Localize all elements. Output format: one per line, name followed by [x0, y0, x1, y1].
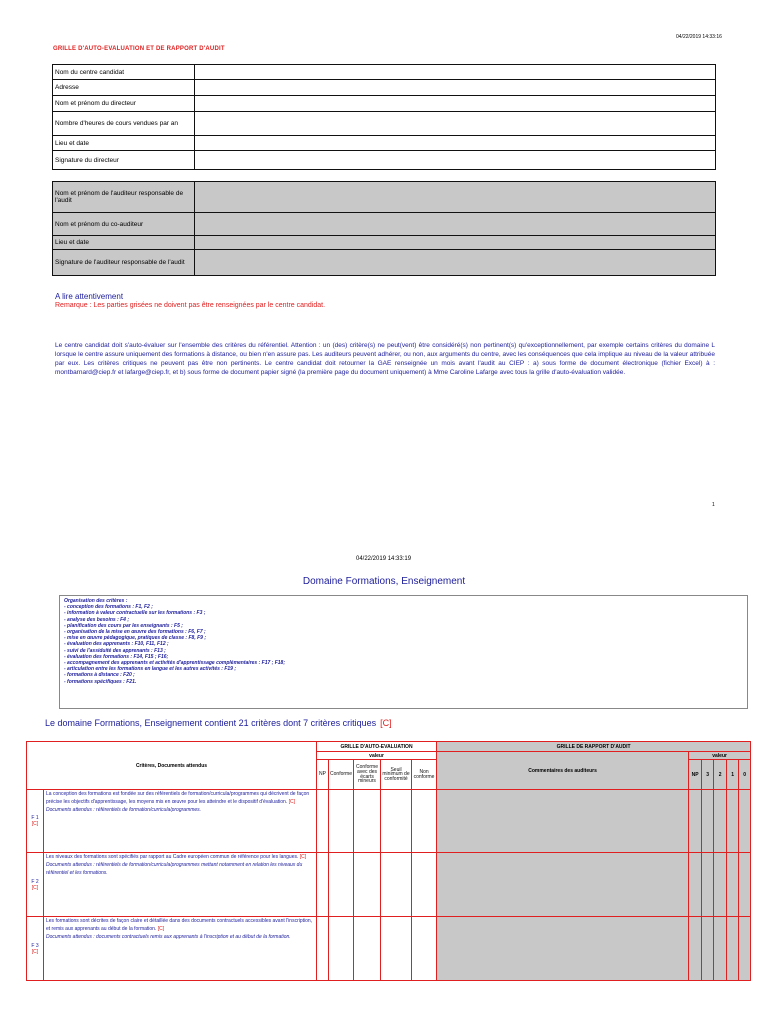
- audit-col-2: 2: [714, 760, 727, 790]
- auto-ecarts-cell[interactable]: [354, 790, 381, 853]
- field-value-input[interactable]: [195, 151, 716, 170]
- auto-col-non-conforme: Non conforme: [412, 760, 437, 790]
- organisation-line: - conception des formations : F1, F2 ;: [64, 604, 153, 611]
- organisation-line: - évaluation des formations : F14, F15 ; F16;: [64, 653, 169, 660]
- criterion-id: F 3: [31, 942, 39, 949]
- domain-title: Domaine Formations, Enseignement: [302, 576, 466, 587]
- expected-documents: Documents attendus : référentiels de formation/curricula/programmes mettant notamment en relation les niveaux du référentiel et les formations.: [46, 861, 303, 876]
- auto-valeur-header: valeur: [317, 752, 437, 760]
- expected-documents: Documents attendus : référentiels de formation/curricula/programmes.: [46, 806, 202, 813]
- instructions-paragraph: Le centre candidat doit s'auto-évaluer sur l'ensemble des critères du référentiel. Attention : un (des) critère(s) ne peut(vent) être considéré(s) non pertinent(s) qu'exceptionnellement, par exemple certains critères du domaine L lorsque le centre assure uniquement des formations à distance, ou bien n'en assure pas. Les auditeurs peuvent adhérer, ou non, aux arguments du centre, avec les conséquences que cela implique au niveau de la valeur attribuée par eux. Les critères critiques ne peuvent pas être non pertinents. Le centre candidat doit retourner la GAE renseignée un mois avant l'audit au CIEP : a) sous forme de document électronique (fichier Excel) à : montbarnard@ciep.fr et lafarge@ciep.fr, et b) sous forme de document papier signé (la première page du document uniquement) à Mme Caroline Lafarge avec tous la grille d'auto-évaluation validée.: [55, 342, 715, 376]
- warning-text: Remarque : Les parties grisées ne doivent pas être renseignées par le centre candidat.: [55, 302, 326, 309]
- auto-conforme-cell[interactable]: [329, 853, 354, 917]
- auto-ecarts-cell[interactable]: [354, 853, 381, 917]
- auto-eval-header: GRILLE D'AUTO-EVALUATION: [317, 742, 437, 752]
- auto-col-conforme: Conforme: [329, 760, 354, 790]
- organisation-box: [59, 595, 748, 709]
- auto-ecarts-cell[interactable]: [354, 917, 381, 981]
- critical-marker: [C]: [157, 925, 165, 932]
- field-label: Signature du directeur: [53, 151, 195, 170]
- audit-3-cell: [702, 790, 714, 853]
- audit-2-cell: [714, 790, 727, 853]
- criterion-description: Les formations sont décrites de façon claire et détaillée dans des documents contractuels accessibles avant l'inscription, et remis aux apprenants au début de la formation.: [46, 918, 313, 932]
- audit-0-cell: [739, 790, 751, 853]
- organisation-line: Organisation des critères :: [64, 598, 128, 604]
- field-label: Lieu et date: [53, 136, 195, 151]
- audit-1-cell: [727, 917, 739, 981]
- field-label: Nombre d'heures de cours vendues par an: [53, 112, 195, 136]
- auto-seuil-cell[interactable]: [381, 917, 412, 981]
- criterion-id: F 1: [31, 815, 39, 821]
- field-value-input[interactable]: [195, 112, 716, 136]
- audit-col-np: NP: [689, 760, 702, 790]
- organisation-line: - formations à distance : F20 ;: [64, 672, 135, 679]
- field-label: Lieu et date: [53, 236, 195, 250]
- auditor-comment-cell: [437, 853, 689, 917]
- criterion-text: [44, 917, 317, 981]
- critical-marker: [C]: [288, 798, 295, 805]
- warning-title: A lire attentivement: [55, 292, 124, 301]
- critical-marker: [C]: [31, 821, 39, 827]
- criterion-code: [27, 853, 44, 917]
- audit-0-cell: [739, 853, 751, 917]
- audit-3-cell: [702, 853, 714, 917]
- table-row: [27, 853, 751, 917]
- field-label: Nom et prénom de l'auditeur responsable de l'audit: [53, 182, 195, 213]
- center-info-table: [52, 64, 716, 170]
- auto-conforme-cell[interactable]: [329, 790, 354, 853]
- critical-marker: [C]: [299, 854, 307, 860]
- auditor-comment-cell: [437, 917, 689, 981]
- auto-non-conforme-cell[interactable]: [412, 853, 437, 917]
- organisation-line: - suivi de l'assiduité des apprenants : F13 ;: [64, 647, 166, 654]
- auto-conforme-cell[interactable]: [329, 917, 354, 981]
- audit-1-cell: [727, 790, 739, 853]
- organisation-line: - formations spécifiques : F21.: [64, 678, 137, 685]
- field-label: Adresse: [53, 80, 195, 96]
- critical-marker: [C]: [31, 948, 39, 955]
- auditor-info-table: [52, 181, 716, 276]
- organisation-line: - accompagnement des apprenants et activités d'apprentissage complémentaires : F17 ; F18;: [64, 660, 285, 667]
- page1-timestamp: 04/22/2019 14:33:16: [676, 34, 722, 40]
- auto-col-np: NP: [317, 760, 329, 790]
- audit-col-3: 3: [702, 760, 714, 790]
- organisation-line: - organisation de la mise en œuvre des formations : F6, F7 ;: [64, 629, 206, 636]
- auto-np-cell[interactable]: [317, 790, 329, 853]
- auto-col-seuil: Seuil minimum de conformité: [381, 760, 412, 790]
- field-value-greyed: [195, 236, 716, 250]
- auditor-comment-cell: [437, 790, 689, 853]
- criterion-code: [27, 917, 44, 981]
- critical-marker: [C]: [31, 884, 39, 891]
- auto-np-cell[interactable]: [317, 917, 329, 981]
- audit-1-cell: [727, 853, 739, 917]
- audit-2-cell: [714, 917, 727, 981]
- table-row: [27, 917, 751, 981]
- domain-summary: [45, 718, 392, 728]
- criterion-text: [44, 853, 317, 917]
- field-value-greyed: [195, 182, 716, 213]
- audit-2-cell: [714, 853, 727, 917]
- organisation-line: - analyse des besoins : F4 ;: [64, 616, 130, 623]
- field-label: Signature de l'auditeur responsable de l'audit: [53, 250, 195, 276]
- field-value-input[interactable]: [195, 136, 716, 151]
- criteria-header: Critères, Documents attendus: [27, 742, 317, 790]
- audit-3-cell: [702, 917, 714, 981]
- critical-marker: [C]: [380, 718, 392, 728]
- organisation-line: - information à valeur contractuelle sur les formations : F3 ;: [64, 610, 206, 617]
- page1-title: GRILLE D'AUTO-EVALUATION ET DE RAPPORT D'AUDIT: [53, 46, 225, 52]
- criterion-text: [44, 790, 317, 853]
- criterion-id: F 2: [31, 878, 39, 885]
- organisation-line: - évaluation des apprenants : F10, F11, F12 ;: [64, 641, 169, 648]
- audit-valeur-header: valeur: [689, 752, 751, 760]
- field-value-input[interactable]: [195, 65, 716, 80]
- audit-col-1: 1: [727, 760, 739, 790]
- organisation-line: - planification des cours par les enseignants : F5 ;: [64, 622, 183, 629]
- audit-np-cell: [689, 853, 702, 917]
- comments-header: Commentaires des auditeurs: [437, 752, 689, 790]
- criterion-description: Les niveaux des formations sont spécifiés par rapport au Cadre européen commun de référence pour les langues.: [46, 854, 299, 860]
- criteria-grid: [26, 741, 751, 981]
- auto-non-conforme-cell[interactable]: [412, 790, 437, 853]
- criterion-code: [27, 790, 44, 853]
- auto-seuil-cell[interactable]: [381, 853, 412, 917]
- field-value-greyed: [195, 250, 716, 276]
- field-label: Nom et prénom du co-auditeur: [53, 213, 195, 236]
- field-value-greyed: [195, 213, 716, 236]
- auto-np-cell[interactable]: [317, 853, 329, 917]
- audit-header: GRILLE DE RAPPORT D'AUDIT: [437, 742, 751, 752]
- field-label: Nom du centre candidat: [53, 65, 195, 80]
- table-row: [27, 790, 751, 853]
- expected-documents: Documents attendus : documents contractuels remis aux apprenants à l'inscription et au début de la formation.: [46, 933, 291, 940]
- page-number: 1: [712, 502, 715, 508]
- field-label: Nom et prénom du directeur: [53, 96, 195, 112]
- audit-col-0: 0: [739, 760, 751, 790]
- field-value-input[interactable]: [195, 96, 716, 112]
- auto-non-conforme-cell[interactable]: [412, 917, 437, 981]
- auto-col-ecarts: Conforme avec des écarts mineurs: [354, 760, 381, 790]
- organisation-line: - mise en œuvre pédagogique, pratiques de classe : F8, F9 ;: [64, 635, 206, 642]
- audit-np-cell: [689, 917, 702, 981]
- auto-seuil-cell[interactable]: [381, 790, 412, 853]
- criterion-description: La conception des formations est fondée sur des référentiels de formation/curricula/programmes qui décrivent de façon précise les objectifs d'apprentissage, les moyens mis en œuvre pour les atteindre et le dispositif d'évaluation.: [46, 791, 310, 805]
- audit-0-cell: [739, 917, 751, 981]
- field-value-input[interactable]: [195, 80, 716, 96]
- domain-summary-text: Le domaine Formations, Enseignement contient 21 critères dont 7 critères critiques: [45, 718, 377, 728]
- organisation-line: - articulation entre les formations en langue et les autres activités : F19 ;: [64, 666, 236, 673]
- page2-timestamp: 04/22/2019 14:33:19: [356, 556, 412, 562]
- audit-np-cell: [689, 790, 702, 853]
